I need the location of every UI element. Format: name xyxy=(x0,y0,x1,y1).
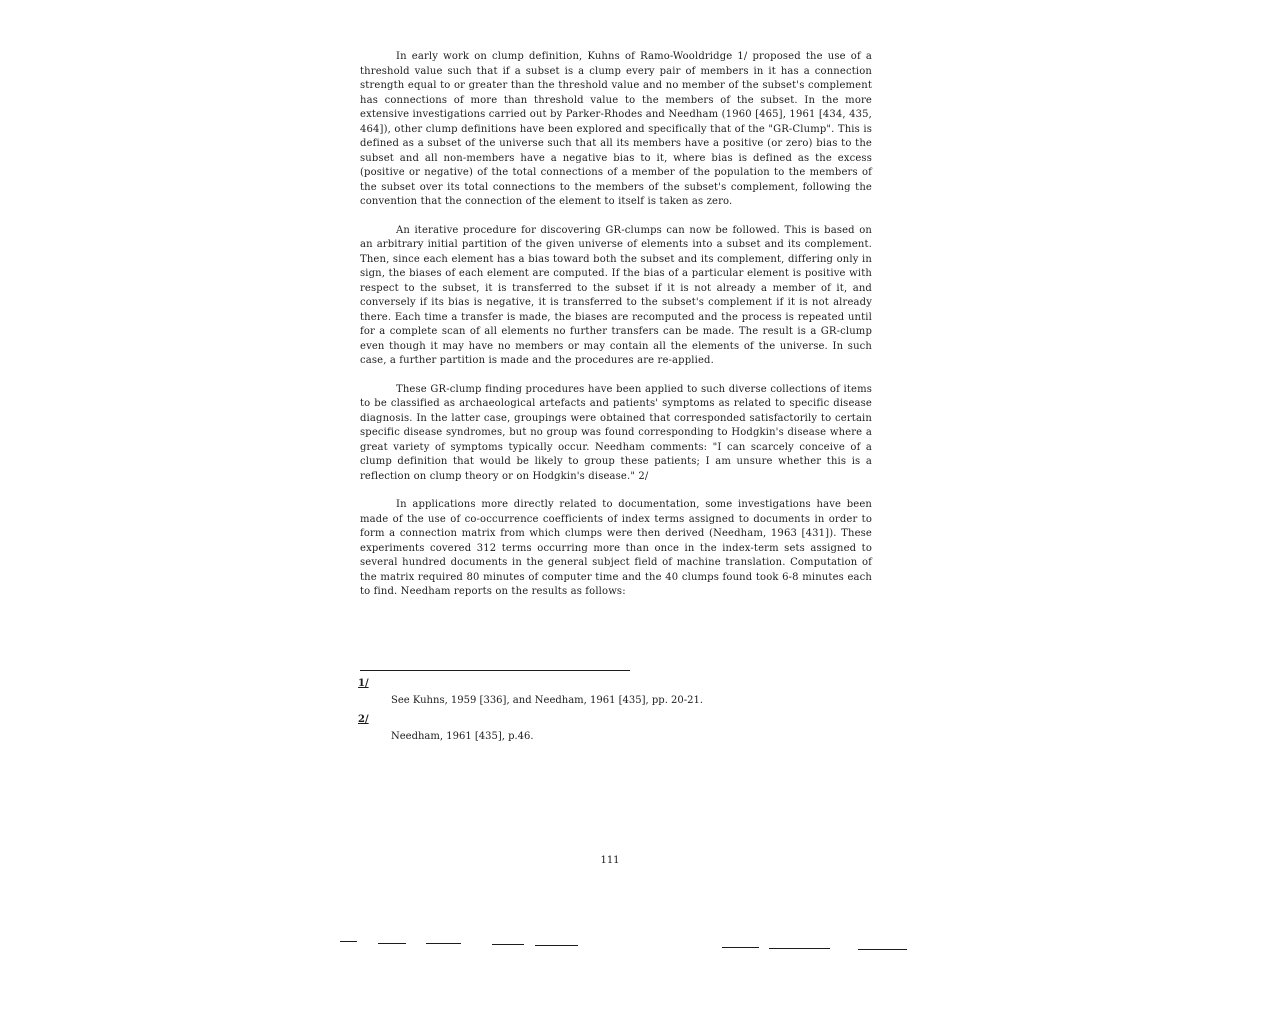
footnote-rule xyxy=(360,670,630,671)
page-number: 111 xyxy=(600,855,620,866)
paragraph-applications: These GR-clump finding procedures have been applied to such diverse collections of items to be classified as archaeological artefacts and patients' symptoms as related to specific disease diagnosis. In the latter case, groupings were obtained that corresponded satisfactorily to certain specific disease syndromes, but no group was found corresponding to Hodgkin's disease where a great variety of symptoms typically occur. Needham comments: "I can scarcely conceive of a clump definition that would be likely to group these patients; I am unsure whether this is a reflection on clump theory or on Hodgkin's disease." 2/ xyxy=(360,383,872,482)
scan-mark xyxy=(492,944,524,945)
footnotes xyxy=(358,677,778,749)
scan-mark xyxy=(722,947,759,948)
paragraph-documentation: In applications more directly related to documentation, some investigations have been made of the use of co-occurrence coefficients of index terms assigned to documents in order to form a connection matrix from which clumps were then derived (Needham, 1963 [431]). These experiments covered 312 terms occurring more than once in the index-term sets assigned to several hundred documents in the general subject field of machine translation. Computation of the matrix required 80 minutes of computer time and the 40 clumps found took 6-8 minutes each to find. Needham reports on the results as follows: xyxy=(360,499,872,597)
scan-mark xyxy=(340,941,357,942)
scan-mark xyxy=(535,945,578,946)
footnote-marker: 2/ xyxy=(358,714,369,725)
footnote-2 xyxy=(358,713,778,743)
scan-mark xyxy=(378,943,406,944)
footnote-text: See Kuhns, 1959 [336], and Needham, 1961 [435], pp. 20-21. xyxy=(391,695,704,706)
footnote-1 xyxy=(358,677,778,707)
footnote-text: Needham, 1961 [435], p.46. xyxy=(391,731,534,742)
paragraph-clump-definition: In early work on clump definition, Kuhns of Ramo-Wooldridge 1/ proposed the use of a threshold value such that if a subset is a clump every pair of members in it has a connection strength equal to or greater than the threshold value and no member of the subset's complement has connections of more than threshold value to the members of the subset. In the more extensive investigations carried out by Parker-Rhodes and Needham (1960 [465], 1961 [434, 435, 464]), other clump definitions have been explored and specifically that of the "GR-Clump". This is defined as a subset of the universe such that all its members have a positive (or zero) bias to the subset and all non-members have a negative bias to it, where bias is defined as the excess (positive or negative) of the total connections of a member of the population to the members of the subset over its total connections to the members of the subset's complement, following the convention that the connection of the element to itself is taken as zero. xyxy=(360,51,872,207)
scan-mark xyxy=(858,949,907,950)
footnote-marker: 1/ xyxy=(358,678,369,689)
scan-mark xyxy=(426,943,461,944)
paragraph-iterative-procedure: An iterative procedure for discovering GR-clumps can now be followed. This is based on an arbitrary initial partition of the given universe of elements into a subset and its complement. Then, since each element has a bias toward both the subset and its complement, differing only in sign, the biases of each element are computed. If the bias of a particular element is positive with respect to the subset, it is transferred to the subset if it is not already a member of it, and conversely if its bias is negative, it is transferred to the subset's complement if it is not already there. Each time a transfer is made, the biases are recomputed and the process is repeated until for a complete scan of all elements no further transfers can be made. The result is a GR-clump even though it may have no members or may contain all the elements of the universe. In such case, a further partition is made and the procedures are re-applied. xyxy=(360,224,872,366)
body-text xyxy=(360,50,872,614)
scan-mark xyxy=(769,948,830,949)
